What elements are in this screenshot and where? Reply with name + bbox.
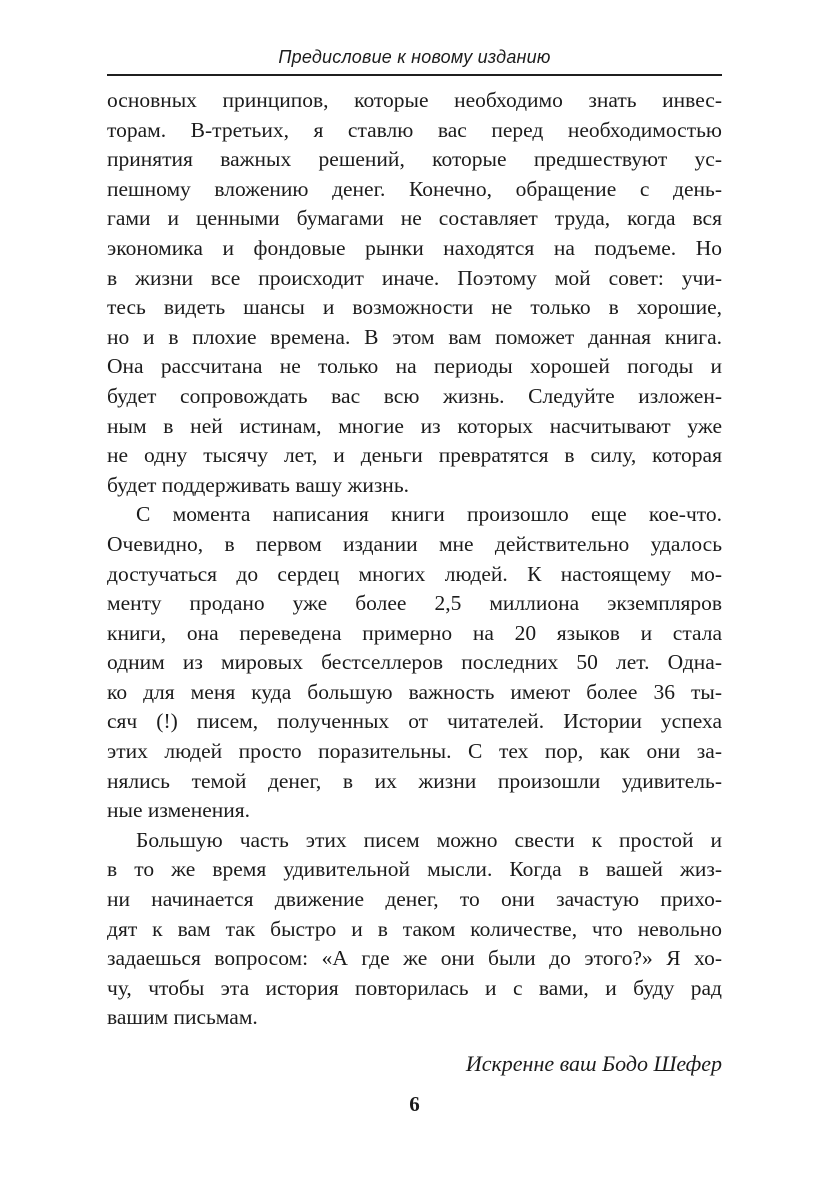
text-line: но и в плохие времена. В этом вам поможет данная книга.	[107, 324, 722, 349]
text-line: менту продано уже более 2,5 миллиона экземпляров	[107, 591, 722, 616]
running-head: Предисловие к новому изданию	[278, 47, 551, 67]
text-line: книги, она переведена примерно на 20 языков и стала	[107, 620, 722, 645]
text-line: экономика и фондовые рынки находятся на подъеме. Но	[107, 235, 722, 260]
text-line: принятия важных решений, которые предшествуют ус-	[107, 147, 722, 172]
text-line: ко для меня куда большую важность имеют более 36 ты-	[107, 679, 722, 704]
text-line: дят к вам так быстро и в таком количестве, что невольно	[107, 916, 722, 941]
text-line: основных принципов, которые необходимо знать инвес-	[107, 88, 722, 112]
paragraph	[107, 86, 722, 500]
header-rule	[107, 74, 722, 76]
text-line: нялись темой денег, в их жизни произошли удивитель-	[107, 768, 722, 793]
text-line: тесь видеть шансы и возможности не только в хорошие,	[107, 295, 722, 320]
text-line: чу, чтобы эта история повторилась и с вами, и буду рад	[107, 975, 722, 1000]
text-block	[107, 0, 722, 1117]
text-line: сяч (!) писем, полученных от читателей. Истории успеха	[107, 709, 722, 734]
text-line: Большую часть этих писем можно свести к простой и	[136, 827, 722, 852]
text-line: вашим письмам.	[107, 1005, 258, 1030]
text-line: в жизни все происходит иначе. Поэтому мой совет: учи-	[107, 265, 722, 290]
text-line: Она рассчитана не только на периоды хорошей погоды и	[107, 354, 722, 379]
text-line: ные изменения.	[107, 798, 251, 823]
text-line: не одну тысячу лет, и деньги превратятся в силу, которая	[107, 443, 722, 468]
text-line: будет поддерживать вашу жизнь.	[107, 472, 409, 497]
text-line: ни начинается движение денег, то они зачастую прихо-	[107, 887, 722, 912]
text-line: этих людей просто поразительны. С тех пор, как они за-	[107, 739, 722, 764]
paragraph	[107, 500, 722, 826]
text-line: Очевидно, в первом издании мне действительно удалось	[107, 531, 722, 556]
text-line: пешному вложению денег. Конечно, обращение с день-	[107, 176, 722, 201]
text-line: задаешься вопросом: «А где же они были до этого?» Я хо-	[107, 946, 722, 971]
body-text	[107, 86, 722, 1033]
text-line: в то же время удивительной мысли. Когда в вашей жиз-	[107, 857, 722, 882]
text-line: ным в ней истинам, многие из которых насчитывают уже	[107, 413, 722, 438]
page-number: 6	[409, 1091, 420, 1116]
text-line: гами и ценными бумагами не составляет труда, когда вся	[107, 206, 722, 231]
author-signature: Искренне ваш Бодо Шефер	[465, 1051, 722, 1076]
text-line: одним из мировых бестселлеров последних 50 лет. Одна-	[107, 650, 722, 675]
paragraph	[107, 826, 722, 1033]
text-line: будет сопровождать вас всю жизнь. Следуйте изложен-	[107, 383, 722, 408]
text-line: С момента написания книги произошло еще кое-что.	[136, 502, 722, 527]
text-line: достучаться до сердец многих людей. К настоящему мо-	[107, 561, 722, 586]
text-line: торам. В-третьих, я ставлю вас перед необходимостью	[107, 117, 722, 142]
